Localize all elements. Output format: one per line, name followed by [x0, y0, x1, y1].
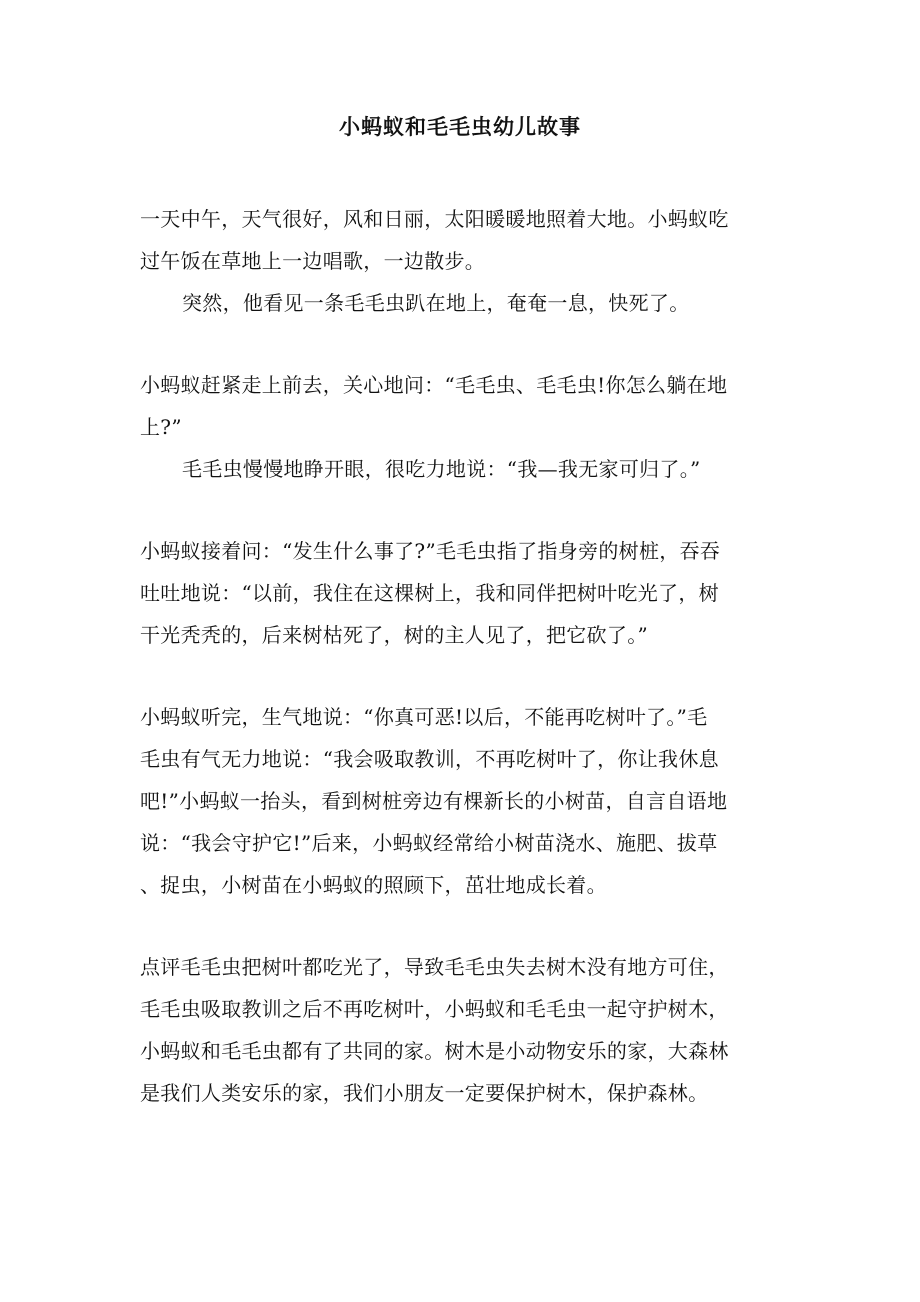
text-line: 吧!”小蚂蚁一抬头，看到树桩旁边有棵新长的小树苗，自言自语地: [140, 789, 728, 813]
document-body: [140, 198, 780, 1114]
text-line: 说：“我会守护它!”后来，小蚂蚁经常给小树苗浇水、施肥、拔草: [140, 831, 718, 855]
paragraph-gap: [140, 906, 780, 946]
text-line: 一天中午，天气很好，风和日丽，太阳暖暖地照着大地。小蚂蚁吃: [140, 207, 729, 231]
paragraph: [140, 448, 780, 490]
text-line: 小蚂蚁接着问：“发生什么事了?”毛毛虫指了指身旁的树桩，吞吞: [140, 539, 721, 563]
text-line: 小蚂蚁和毛毛虫都有了共同的家。树木是小动物安乐的家，大森林: [140, 1039, 729, 1063]
paragraph-gap: [140, 656, 780, 696]
paragraph: [140, 530, 780, 656]
paragraph: [140, 282, 780, 324]
text-line: 毛毛虫吸取教训之后不再吃树叶，小蚂蚁和毛毛虫一起守护树木，: [140, 997, 729, 1021]
text-line: 毛毛虫慢慢地睁开眼，很吃力地说：“我—我无家可归了。”: [182, 457, 701, 481]
text-line: 毛虫有气无力地说：“我会吸取教训，不再吃树叶了，你让我休息: [140, 747, 719, 771]
text-line: 小蚂蚁赶紧走上前去，关心地问：“毛毛虫、毛毛虫!你怎么躺在地: [140, 373, 728, 397]
text-line: 突然，他看见一条毛毛虫趴在地上，奄奄一息，快死了。: [182, 291, 690, 315]
document-title: 小蚂蚁和毛毛虫幼儿故事: [339, 114, 581, 139]
text-line: 点评毛毛虫把树叶都吃光了，导致毛毛虫失去树木没有地方可住，: [140, 955, 729, 979]
text-line: 过午饭在草地上一边唱歌，一边散步。: [140, 249, 486, 273]
text-line: 是我们人类安乐的家，我们小朋友一定要保护树木，保护森林。: [140, 1081, 709, 1105]
text-line: 干光秃秃的，后来树枯死了，树的主人见了，把它砍了。”: [140, 623, 649, 647]
text-line: 吐吐地说：“以前，我住在这棵树上，我和同伴把树叶吃光了，树: [140, 581, 719, 605]
paragraph-gap: [140, 490, 780, 530]
paragraph: [140, 946, 780, 1114]
paragraph: [140, 198, 780, 282]
text-line: 、捉虫，小树苗在小蚂蚁的照顾下，茁壮地成长着。: [140, 873, 607, 897]
paragraph: [140, 364, 780, 448]
paragraph-gap: [140, 324, 780, 364]
text-line: 上?”: [140, 415, 182, 439]
text-line: 小蚂蚁听完，生气地说：“你真可恶!以后，不能再吃树叶了。”毛: [140, 705, 708, 729]
paragraph: [140, 696, 780, 906]
